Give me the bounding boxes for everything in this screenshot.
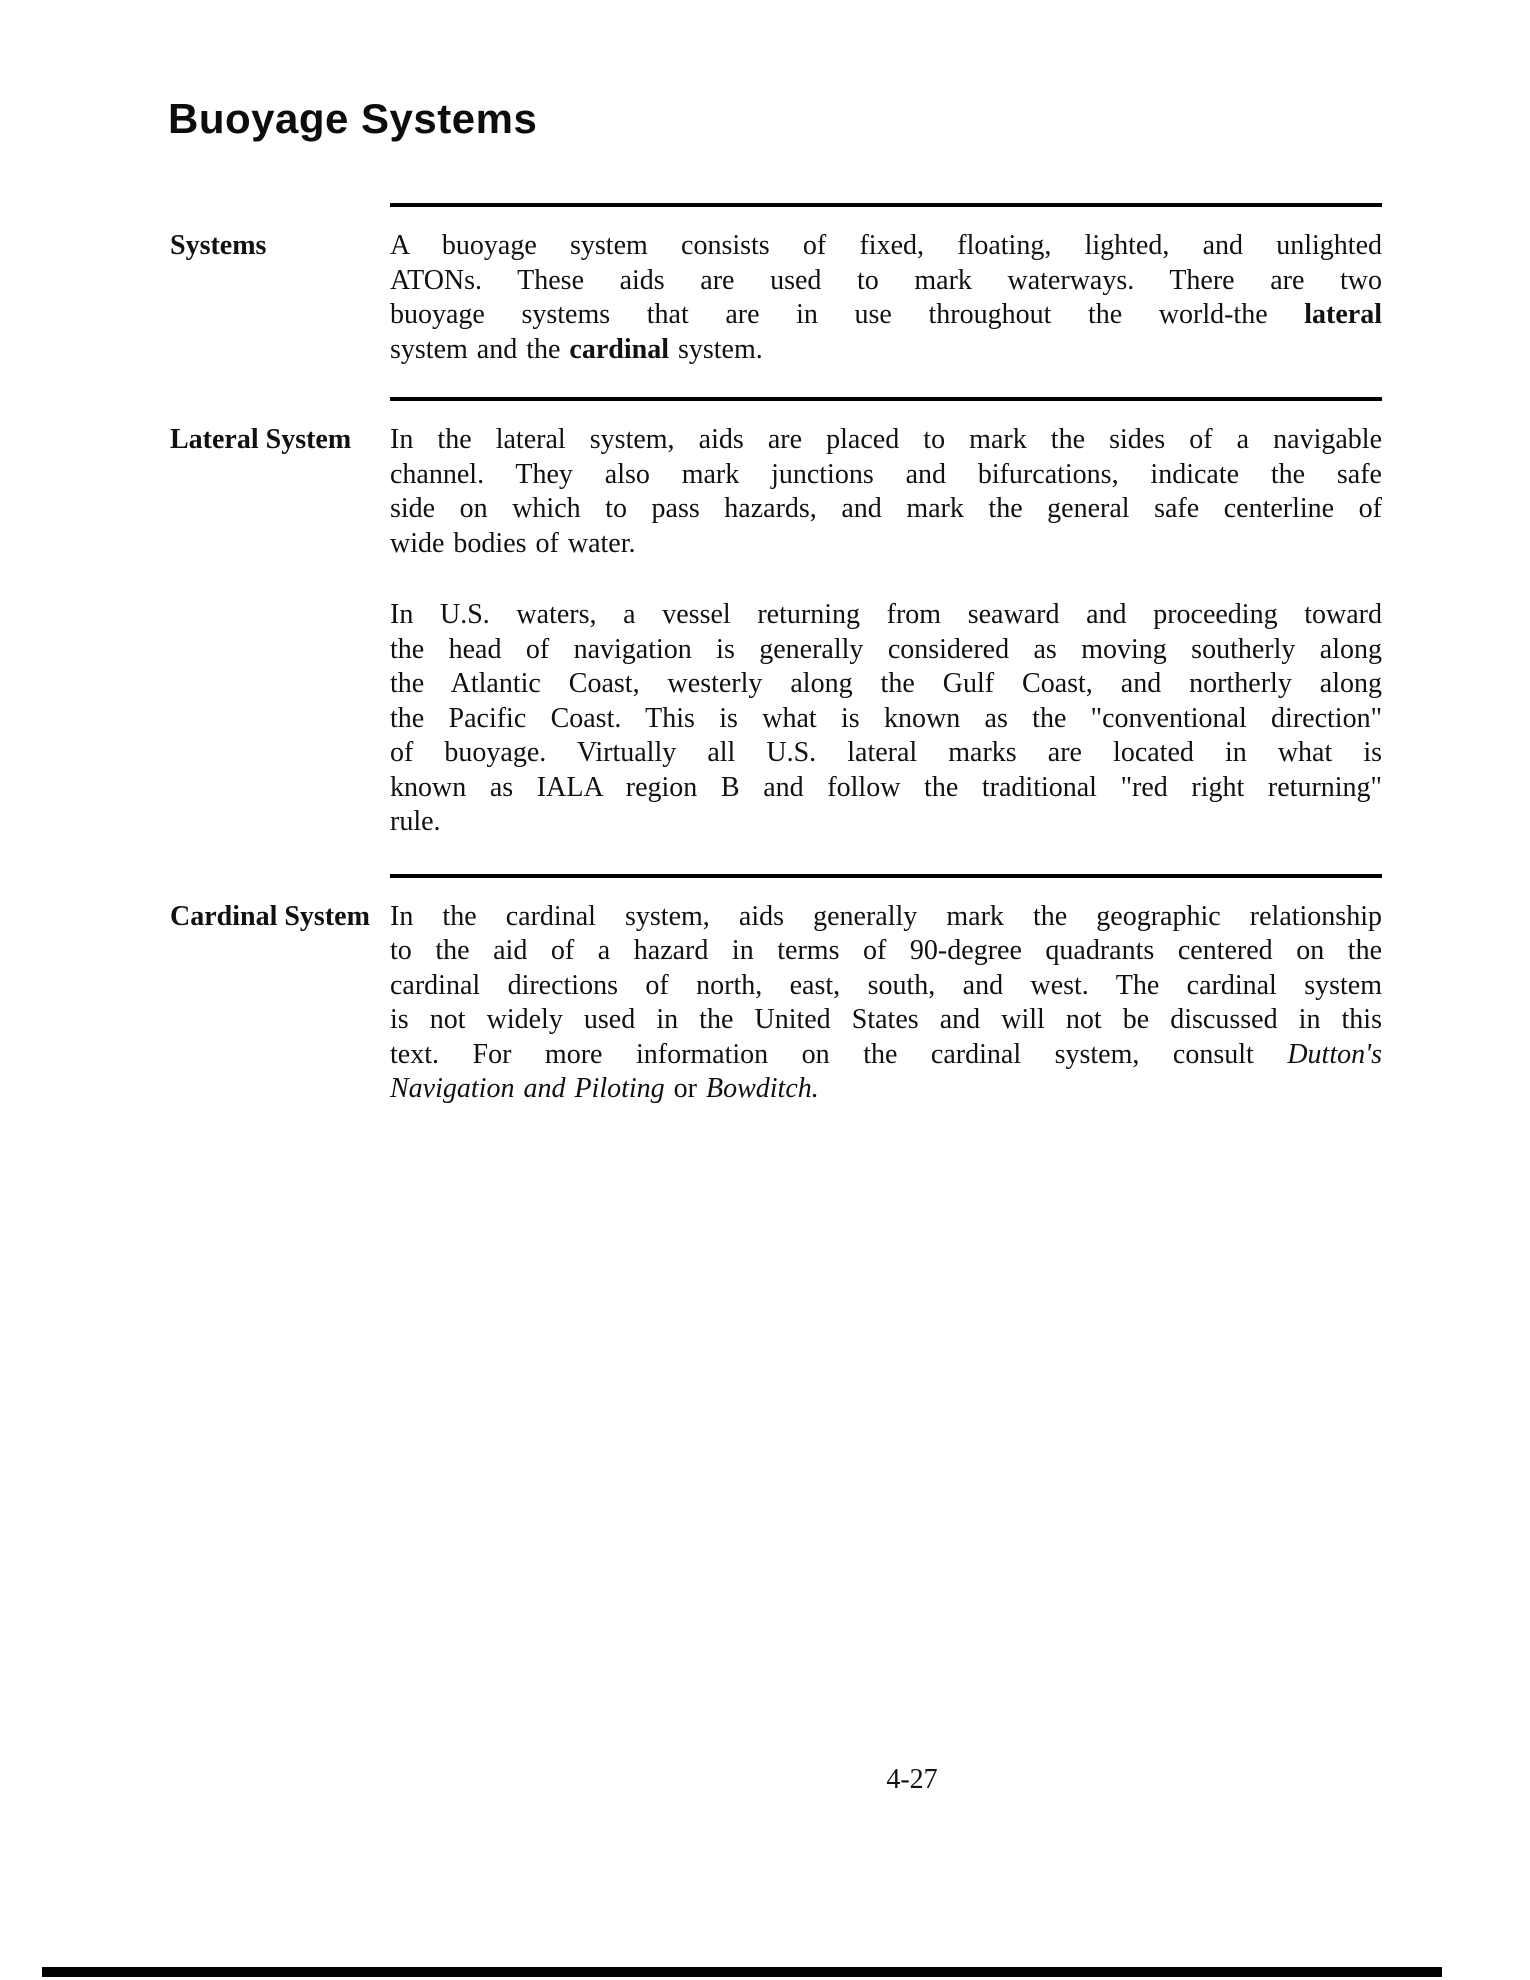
paragraph	[390, 598, 1382, 840]
section-body	[390, 900, 1382, 1107]
section-systems	[170, 207, 1382, 367]
text-segment: Bowditch.	[706, 1073, 819, 1104]
text-segment: system.	[668, 333, 763, 365]
text-segment: known as IALA region B and follow the traditional "red right returning"	[390, 771, 1382, 803]
text-segment: Navigation and Piloting	[390, 1073, 665, 1104]
text-segment: In the cardinal system, aids generally mark the geographic relationship	[390, 900, 1382, 932]
text-line	[390, 423, 1382, 458]
text-segment: rule.	[390, 806, 441, 837]
text-segment: A buoyage system consists of fixed, floating, lighted, and unlighted	[390, 230, 1382, 261]
page-number: 4-27	[886, 1763, 938, 1795]
text-segment: text. For more information on the cardinal system, consult	[390, 1038, 1288, 1070]
page-footer	[170, 1763, 1530, 1798]
page-title: Buoyage Systems	[168, 95, 538, 142]
text-line	[390, 1072, 1382, 1107]
text-segment: buoyage systems that are in use throughout the world-the	[390, 299, 1305, 330]
text-line	[390, 633, 1382, 668]
section-body	[390, 229, 1382, 367]
text-line	[390, 598, 1382, 633]
text-line	[390, 1003, 1382, 1038]
paragraph	[390, 900, 1382, 1107]
text-segment: In U.S. waters, a vessel returning from seaward and proceeding toward	[390, 599, 1382, 630]
text-segment: the Pacific Coast. This is what is known as the "conventional direction"	[390, 702, 1382, 734]
section-lateral-system	[170, 401, 1382, 840]
paragraph	[390, 229, 1382, 367]
text-line	[390, 458, 1382, 493]
text-line	[390, 969, 1382, 1004]
text-segment: to the aid of a hazard in terms of 90-degree quadrants centered on the	[390, 935, 1382, 966]
content-area	[170, 203, 1382, 1797]
text-segment: In the lateral system, aids are placed to mark the sides of a navigable	[390, 424, 1382, 455]
text-line	[390, 492, 1382, 527]
text-segment: the Atlantic Coast, westerly along the Gulf Coast, and northerly along	[390, 668, 1382, 699]
text-segment: is not widely used in the United States and will not be discussed in this	[390, 1004, 1382, 1035]
text-line	[390, 771, 1382, 806]
paragraph	[390, 423, 1382, 561]
text-line	[390, 298, 1382, 333]
text-segment: cardinal directions of north, east, south, and west. The cardinal system	[390, 969, 1382, 1001]
text-line	[390, 333, 1382, 368]
text-segment: of buoyage. Virtually all U.S. lateral marks are located in what is	[390, 737, 1382, 768]
text-segment: side on which to pass hazards, and mark the general safe centerline of	[390, 493, 1382, 524]
text-segment: lateral	[1304, 299, 1382, 330]
text-line	[390, 667, 1382, 702]
text-segment: channel. They also mark junctions and bifurcations, indicate the safe	[390, 458, 1382, 490]
text-segment: or	[664, 1073, 706, 1104]
section-label: Lateral System	[170, 424, 352, 455]
text-segment: system and the	[390, 333, 570, 365]
section-cardinal-system	[170, 878, 1382, 1107]
text-line	[390, 900, 1382, 935]
text-line	[390, 527, 1382, 562]
text-line	[390, 934, 1382, 969]
text-line	[390, 1038, 1382, 1073]
text-line	[390, 264, 1382, 299]
section-label: Cardinal System	[170, 900, 370, 932]
text-segment: the head of navigation is generally considered as moving southerly along	[390, 633, 1382, 665]
text-line	[390, 702, 1382, 737]
text-line	[390, 805, 1382, 840]
text-segment: Dutton's	[1287, 1038, 1382, 1070]
section-body	[390, 423, 1382, 840]
scan-edge-artifact	[42, 1967, 1442, 1977]
text-segment: wide bodies of water.	[390, 527, 636, 559]
section-label: Systems	[170, 230, 267, 261]
text-line	[390, 736, 1382, 771]
text-segment: cardinal	[569, 333, 669, 365]
text-segment: ATONs. These aids are used to mark waterways. There are two	[390, 264, 1382, 296]
text-line	[390, 229, 1382, 264]
